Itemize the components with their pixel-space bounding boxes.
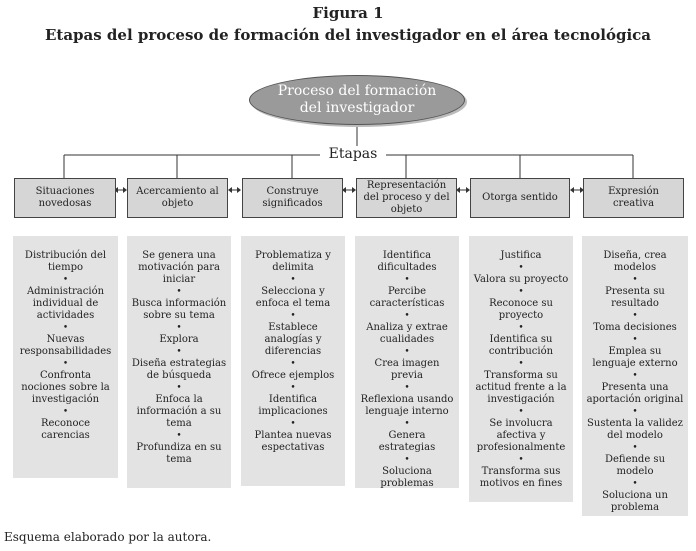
bullet-dot-icon: • [176,287,182,297]
stage-detail-item: Toma decisiones [593,322,677,333]
stage-detail-item: Enfoca la información a su tema [136,394,222,429]
stage-detail-item: Administración individual de actividades [26,286,105,321]
bullet-dot-icon: • [404,311,410,321]
bullet-dot-icon: • [632,479,638,489]
stage-detail-item: Emplea su lenguaje externo [592,346,678,369]
bullet-dot-icon: • [632,443,638,453]
stage-detail-item: Explora [159,334,199,345]
stage-detail-item: Crea imagen previa [374,358,440,381]
stage-detail-item: Percibe características [369,286,445,309]
stage-detail-item: Nuevas responsabilidades [19,334,112,357]
stage-detail-column [355,236,459,488]
stage-detail-item: Reconoce carencias [40,418,91,441]
bullet-dot-icon: • [62,275,69,285]
stages-label: Etapas [320,146,386,162]
bullet-dot-icon: • [632,371,638,381]
stage-detail-column [469,236,573,502]
bullet-dot-icon: • [290,275,296,285]
stage-box: Expresión creativa [583,178,684,218]
bullet-dot-icon: • [404,347,410,357]
stage-detail-item: Diseña estrategias de búsqueda [131,358,227,381]
stage-detail-item: Problematiza y delimita [255,250,331,273]
stage-detail-item: Justifica [500,250,542,261]
stage-detail-item: Defiende su modelo [604,454,666,477]
stage-detail-item: Establece analogías y diferencias [264,322,322,357]
bullet-dot-icon: • [290,311,296,321]
stage-box: Situaciones novedosas [14,178,116,218]
bullet-dot-icon: • [404,455,410,465]
stage-detail-column [13,236,118,478]
bullet-dot-icon: • [176,431,182,441]
stage-detail-item: Reflexiona usando lenguaje interno [360,394,454,417]
stage-detail-column [241,236,345,486]
stage-detail-item: Se genera una motivación para iniciar [138,250,220,285]
stage-detail-column [127,236,231,488]
bullet-dot-icon: • [62,323,69,333]
stage-detail-column [582,236,688,516]
root-process-node: Proceso del formación del investigador [249,75,465,125]
bullet-dot-icon: • [176,323,182,333]
bullet-dot-icon: • [632,407,638,417]
bullet-dot-icon: • [404,275,410,285]
stage-detail-item: Valora su proyecto [473,274,569,285]
stage-detail-item: Busca información sobre su tema [131,298,227,321]
bullet-dot-icon: • [518,359,524,369]
bullet-dot-icon: • [518,263,524,273]
stage-detail-item: Distribución del tiempo [24,250,107,273]
bullet-dot-icon: • [176,383,182,393]
stage-detail-item: Se involucra afectiva y profesionalmente [476,418,566,453]
stage-detail-item: Diseña, crea modelos [603,250,667,273]
bullet-dot-icon: • [290,359,296,369]
figure-title: Etapas del proceso de formación del investigador en el área tecnológica [44,26,652,44]
stage-box: Otorga sentido [470,178,570,218]
bullet-dot-icon: • [290,419,296,429]
stage-detail-item: Transforma sus motivos en fines [479,466,563,489]
stage-detail-item: Identifica su contribución [488,334,554,357]
figure-label: Figura 1 [312,4,384,22]
bullet-dot-icon: • [176,347,182,357]
bullet-dot-icon: • [62,359,69,369]
bullet-dot-icon: • [632,335,638,345]
stage-detail-item: Confronta nociones sobre la investigación [21,370,110,405]
stage-detail-item: Selecciona y enfoca el tema [255,286,331,309]
stage-box: Representación del proceso y del objeto [356,178,457,218]
stage-detail-item: Identifica dificultades [377,250,437,273]
bullet-dot-icon: • [404,419,410,429]
bullet-dot-icon: • [518,323,524,333]
stage-detail-item: Reconoce su proyecto [489,298,553,321]
bullet-dot-icon: • [290,383,296,393]
stage-detail-item: Sustenta la validez del modelo [587,418,683,441]
stage-detail-item: Profundiza en su tema [136,442,222,465]
stage-box: Construye significados [242,178,343,218]
stage-detail-item: Presenta una aportación original [586,382,684,405]
stage-detail-item: Presenta su resultado [605,286,665,309]
bullet-dot-icon: • [62,407,69,417]
bullet-dot-icon: • [632,275,638,285]
stage-detail-item: Analiza y extrae cualidades [366,322,448,345]
stage-detail-item: Ofrece ejemplos [251,370,335,381]
stage-detail-item: Soluciona un problema [602,490,668,513]
stage-detail-item: Plantea nuevas espectativas [254,430,332,453]
bullet-dot-icon: • [518,455,524,465]
bullet-dot-icon: • [404,383,410,393]
bullet-dot-icon: • [518,287,524,297]
footnote: Esquema elaborado por la autora. [4,530,212,544]
bullet-dot-icon: • [632,311,638,321]
stage-detail-item: Soluciona problemas [380,466,434,489]
stage-detail-item: Genera estrategias [378,430,436,453]
stage-detail-item: Identifica implicaciones [258,394,328,417]
stage-detail-item: Transforma su actitud frente a la investigación [475,370,567,405]
bullet-dot-icon: • [518,407,524,417]
stage-box: Acercamiento al objeto [127,178,228,218]
